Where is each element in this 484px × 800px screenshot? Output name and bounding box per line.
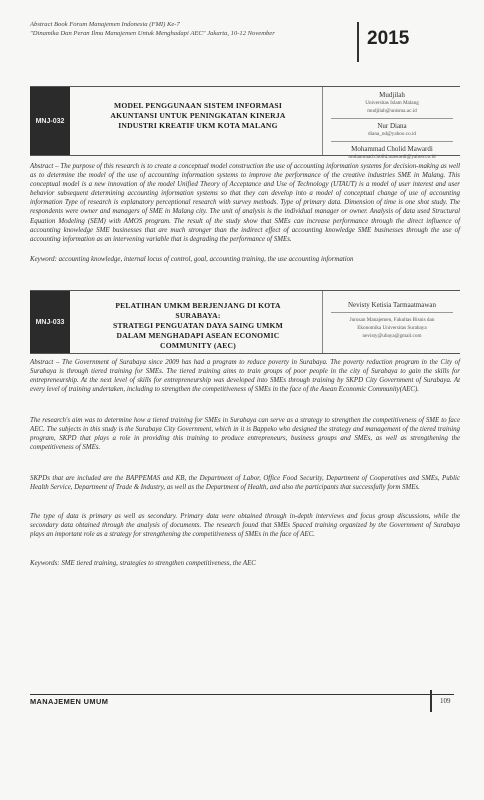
author-list — [322, 291, 461, 353]
abstract-paragraph: The type of data is primary as well as secondary. Primary data were obtained through in-depth interviews and focus group discussions, while the secondary data obtained through the analysis of documents. The research found that SMEs Spaced training organized by the Government of Surabaya plays an important role as a strategy for strengthening the competitiveness of SMEs in the face of AEC. — [30, 513, 460, 539]
author-name: Mohammad Cholid Mawardi — [351, 145, 433, 153]
header-line-2: "Dinamika Dan Peran Ilmu Manajemen Untuk Menghadapi AEC" Jakarta, 10-12 November — [30, 30, 275, 37]
author-email: nevisty@ubaya@gmail.com — [362, 333, 422, 339]
paper-title-line: COMMUNITY (AEC) — [160, 341, 236, 350]
abstract-paragraph: Abstract – The Government of Surabaya since 2009 has had a program to reduce poverty in Surabaya. The poverty reduction program in the City of Surabaya is through tiered training for SMEs. The tiered training aims to train groups of poor people in the city of Surabaya to gain the skills for entrepreneurship. At the next level of skills for entrepreneurship was developed into SMEs through training by SKPD City Government of Surabaya. At every level of training undertaken, including to strengthen the competitiveness of SMEs in the face of the Asean Economic Community(AEC). — [30, 359, 460, 394]
author-affiliation: Jurusan Manajemen, Fakultas Bisnis dan — [349, 317, 435, 323]
footer-divider — [430, 690, 432, 712]
paper-title — [78, 101, 318, 131]
author-divider — [331, 312, 453, 313]
keywords: Keyword: accounting knowledge, internal locus of control, goal, accounting training, the use accounting information — [30, 256, 354, 263]
paper-entry-mnj-033 — [30, 290, 460, 354]
paper-title-line: INDUSTRI KREATIF UKM KOTA MALANG — [118, 121, 278, 130]
author-name: Nur Diana — [377, 122, 407, 130]
author-name: Mudjilah — [379, 91, 405, 99]
author-list — [322, 87, 461, 160]
paper-title-line: STRATEGI PENGUATAN DAYA SAING UMKM — [113, 321, 283, 330]
paper-code: MNJ-032 — [30, 87, 70, 155]
author-divider — [331, 141, 453, 142]
running-header — [30, 20, 360, 38]
paper-code: MNJ-033 — [30, 291, 70, 353]
author-email: mudjilah@unisma.ac.id — [367, 108, 417, 114]
paper-title — [78, 301, 318, 351]
author-email: diana_nd@yahoo.co.id — [368, 131, 416, 137]
author-affiliation: Universitas Islam Malang — [365, 100, 419, 106]
author-affiliation: Ekonomika Universitas Surabaya — [357, 325, 427, 331]
footer-rule — [30, 694, 454, 695]
page-number: 109 — [440, 697, 451, 705]
paper-title-line: MODEL PENGGUNAAN SISTEM INFORMASI — [114, 101, 282, 110]
abstract-paragraph: The research's aim was to determine how a tiered training for SMEs in Surabaya can serve as a strategy to strengthen the competitiveness of SME to face AEC. The subjects in this study is the Surabaya City Government, which in it is Bappeko who designed the strategy and management of the tiered training program, SKPD that plays a role in providing this training to produce entrepreneurs, business groups and SMEs, as well as strengthening the competitiveness of SMEs. — [30, 417, 460, 452]
header-line-1: Abstract Book Forum Manajemen Indonesia (FMI) Ke-7 — [30, 21, 180, 28]
paper-entry-mnj-032 — [30, 86, 460, 160]
footer-section: MANAJEMEN UMUM — [30, 697, 109, 706]
paper-title-line: PELATIHAN UMKM BERJENJANG DI KOTA — [115, 301, 281, 310]
author-divider — [331, 118, 453, 119]
paper-title-line: SURABAYA: — [175, 311, 221, 320]
author-email: mohammad.cholid.mawardi@yahoo.co.id — [348, 154, 436, 160]
keywords: Keywords: SME tiered training, strategies to strengthen competitiveness, the AEC — [30, 560, 256, 567]
header-year: 2015 — [367, 28, 410, 49]
abstract-paragraph: Abstract – The purpose of this research is to create a conceptual model construction the use of accounting information systems for decision-making as well as to determine the model of the use of accounting information systems to improve the performance of the creative industries SME in Malang. This conceptual model is a new innovation of the model Unified Theory of Acceptance and Use of Technology (UTAUT) is a model of user interest and user behavior subsequent determining accounting information systems so that they can develop into a model of conceptual change of use of accounting information Type of research is explanatory perceptional research with survey methods. Type of primary data. Dimension of time is one shot study. The respondents were owner and managers of SME in Malang city. The unit of analysis is the individual manager or owner. Analysis of data used Structural Equation Modeling (SEM) with AMOS program. The result of the study show that SMEs can increase performance through the direct influence of accounting knowledge SME businesses that are much stronger than the indirect effect of accounting knowledge SME businesses through the use of accounting information as an intervening variable that is degrading the performance of SMEs. — [30, 163, 460, 243]
abstract-paragraph: SKPDs that are included are the BAPPEMAS and KB, the Department of Labor, Office Food Security, Department of Cooperatives and SMEs, Public Health Service, Department of Trade & Industry, as well as the Department of Health, and also the participants that successfully form SMEs. — [30, 475, 460, 492]
author-name: Nevisty Ketisia Tarmaatmawan — [347, 301, 437, 309]
paper-title-line: AKUNTANSI UNTUK PENINGKATAN KINERJA — [110, 111, 286, 120]
year-box — [357, 22, 459, 62]
paper-title-line: DALAM MENGHADAPI ASEAN ECONOMIC — [116, 331, 280, 340]
